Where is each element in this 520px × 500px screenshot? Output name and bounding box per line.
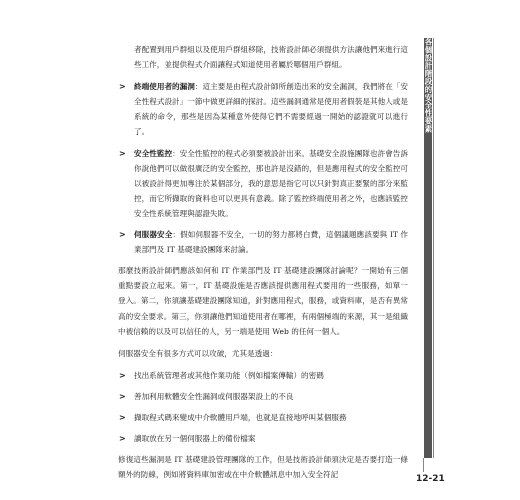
list-item-end-user-vulnerability: [118, 79, 408, 139]
chevron-right-icon: >: [119, 82, 126, 92]
attack-text: 讀取放在另一個伺服器上的備份檔案: [134, 434, 256, 444]
attack-methods-list: [118, 368, 408, 446]
main-content: [118, 42, 408, 482]
page-number: 12-21: [416, 474, 445, 484]
chevron-right-icon: >: [119, 434, 126, 444]
item-text: ：安全性監控的程式必須要被設計出來。基礎安全設施團隊也許會告訴你說他們可以做很廣泛的安全監控，那也許是沒錯的，但是應用程式的安全監控可以被設計得更加專注於某個部分，我的意思是指它可以只針對真正要緊的部分來監控，而它所擷取的資料也可以更具有意義。除了監控終端使用者之外，也應該監控安全性系統管理與認證失敗。: [134, 148, 409, 218]
attack-text: 找出系統管理者或其他作業功能（例如檔案傳輸）的密碼: [134, 370, 324, 380]
paragraph-fixing: 修復這些漏洞是 IT 基礎建設管理團隊的工作，但是技術設計師須決定是否要打造一條額外的防線，例如將資料庫加密或在中介軟體訊息中加入安全符記: [118, 455, 408, 480]
chevron-right-icon: >: [119, 148, 126, 158]
item-text: ：假如伺服器不安全，一切的努力都將白費，這個議題應該要與 IT 作業部門及 IT 基礎建設團隊來討論。: [134, 230, 409, 255]
list-item-attack-1: [118, 368, 408, 383]
paragraph-it-discussion: 那麼技術設計師們應該如何和 IT 作業部門及 IT 基礎建設團隊討論呢？一開始有三個重點要設立起來。第一，IT 基礎設施是否應該提供應用程式要用的一些服務，如單一登入。第二，你須讓基礎建設團隊知道，針對應用程式，服務，或資料庫，是否有異常高的安全要求。第三，你須讓他們知道使用者在哪裡，有兩個極端的來源，其一是組織中被信賴的以及可以信任的人，另一端是使用 Web 的任何一個人。: [118, 266, 408, 336]
attack-text: 擷取程式碼來變成中介軟體用戶端，也就是直接地呼叫某個服務: [134, 412, 347, 422]
item-term: 安全性監控: [134, 148, 173, 158]
chevron-right-icon: >: [119, 370, 126, 380]
page-rule: [423, 458, 424, 472]
intro-paragraph: 者配置到用戶群組以及使用戶群組移除，技術設計師必須提供方法讓他們來進行這些工作，並提供程式介面讓程式知道使用者屬於哪個用戶群組。: [134, 45, 408, 70]
item-term: 伺服器安全: [134, 230, 173, 240]
list-item-attack-2: [118, 389, 408, 404]
security-items-list: [118, 79, 408, 257]
list-item-attack-4: [118, 431, 408, 446]
chapter-sidebar: [420, 38, 442, 458]
chevron-right-icon: >: [119, 391, 126, 401]
chevron-right-icon: >: [119, 412, 126, 422]
list-item-security-monitoring: [118, 146, 408, 221]
sidebar-rule: [433, 38, 434, 458]
item-term: 終端使用者的漏洞: [134, 82, 195, 92]
chapter-title: 各個設計階段的安全性要素: [424, 38, 433, 133]
paragraph-server-attacks: 伺服器安全有很多方式可以攻破，尤其是透過：: [118, 348, 278, 358]
chevron-right-icon: >: [119, 230, 126, 240]
list-item-server-security: [118, 227, 408, 257]
attack-text: 善加利用軟體安全性漏洞或伺服器架設上的不良: [134, 391, 294, 401]
item-text: ：這主要是由程式設計師所創造出來的安全漏洞，我們將在「安全性程式設計」一節中做更詳細的探討。這些漏洞通常是使用者假裝是其他人或是系統的命令，那些是因為某種意外使得它們不需要經過一開始的認證就可以進行了。: [134, 82, 409, 137]
list-item-attack-3: [118, 410, 408, 425]
